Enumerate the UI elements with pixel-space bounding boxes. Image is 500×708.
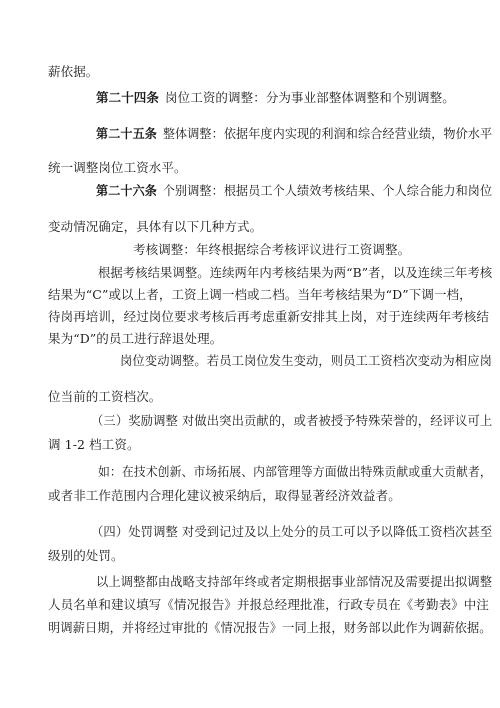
text-line-4 [48,160,187,176]
line-text: 或者非工作范围内合理化建议被采纳后，取得显著经济效益者。 [48,488,401,503]
line-text: 人员名单和建议填写《情况报告》并报总经理批准，行政专员在《考勤表》中注 [48,597,490,612]
line-text: 果为“D”的员工进行辞退处理。 [48,331,223,346]
line-text: 岗位工资的调整：分为事业部整体调整和个别调整。 [165,90,455,105]
line-text: 调 1-2 档工资。 [48,437,140,452]
line-text: 根据考核结果调整。连续两年内考核结果为两“B”者，以及连续三年考核 [98,265,493,280]
line-text: 考核调整：年终根据综合考核评议进行工资调整。 [133,242,411,257]
line-text: 个别调整：根据员工个人绩效考核结果、个人综合能力和岗位 [162,183,493,198]
text-line-11 [48,331,222,347]
text-line-14 [91,413,492,429]
text-line-9 [48,287,472,303]
text-line-15 [48,437,140,453]
text-line-10 [48,309,489,325]
article-number: 第二十五条 [96,126,158,141]
text-line-19 [48,548,124,564]
line-text: 位当前的工资档次。 [48,389,162,404]
line-text: 薪依据。 [48,64,99,79]
line-text: 变动情况确定，具体有以下几种方式。 [48,219,263,234]
line-text: 如：在技术创新、市场拓展、内部管理等方面做出特殊贡献或重大贡献者， [98,464,492,479]
line-text: （三）奖励调整 对做出突出贡献的，或者被授予特殊荣誉的，经评议可上 [91,413,493,428]
line-text: 待岗再培训，经过岗位要求考核后再考虑重新安排其上岗，对于连续两年考核结 [48,309,490,324]
line-text: （四）处罚调整 对受到记过及以上处分的员工可以予以降低工资档次甚至 [91,524,493,539]
text-line-20 [96,574,492,590]
line-text: 岗位变动调整。若员工岗位发生变动，则员工工资档次变动为相应岗 [120,353,493,368]
text-line-17 [48,488,401,504]
line-text: 明调薪日期，并将经过审批的《情况报告》一同上报，财务部以此作为调薪依据。 [48,620,492,635]
article-25-line [96,126,492,142]
text-line-8 [98,265,492,281]
text-line-13 [48,389,161,405]
article-number: 第二十六条 [96,183,158,198]
line-text: 以上调整都由战略支持部年终或者定期根据事业部情况及需要提出拟调整 [96,574,493,589]
article-26-line [96,183,492,199]
line-text: 结果为“C”或以上者，工资上调一档或二档。当年考核结果为“D”下调一档， [48,287,472,302]
text-line-12 [120,353,492,369]
line-text: 统一调整岗位工资水平。 [48,160,187,175]
text-line-6 [48,219,262,235]
text-line-21 [48,597,489,613]
text-line-7 [133,242,410,258]
line-text: 整体调整：依据年度内实现的利润和综合经营业绩，物价水平 [162,126,493,141]
text-line-18 [91,524,492,540]
text-line-22 [48,620,492,636]
article-24-line [96,90,455,106]
text-line-1 [48,64,98,80]
text-line-16 [98,464,492,480]
line-text: 级别的处罚。 [48,548,124,563]
article-number: 第二十四条 [96,90,160,105]
